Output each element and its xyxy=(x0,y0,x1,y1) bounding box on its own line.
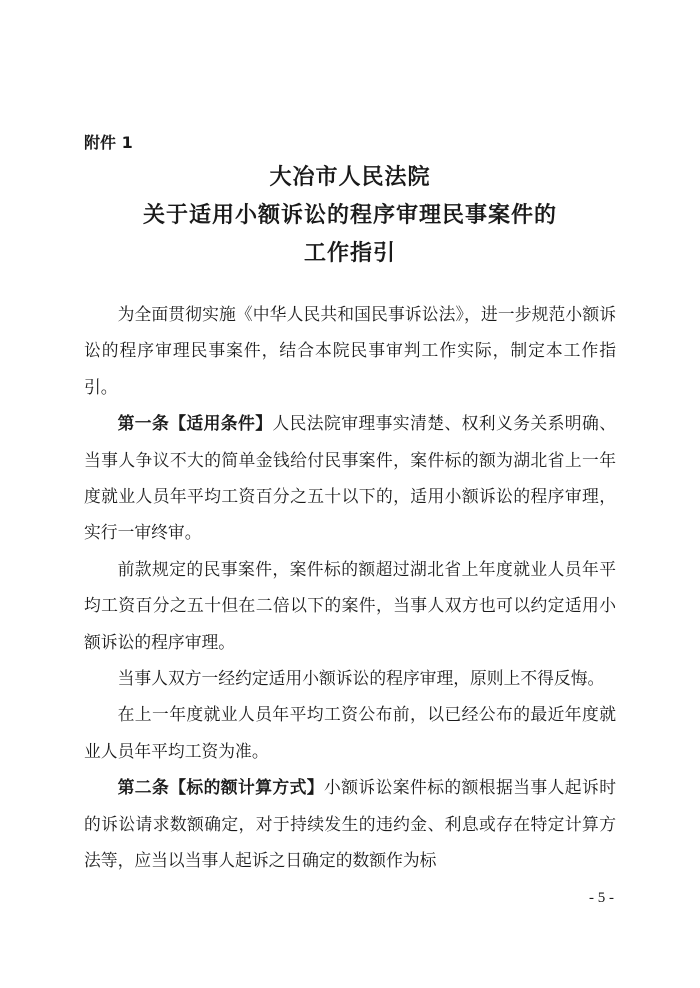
article-2-text: 小额诉讼案件标的额根据当事人起诉时的诉讼请求数额确定，对于持续发生的违约金、利息或存在特定计算方法等，应当以当事人起诉之日确定的数额作为标 xyxy=(84,777,616,871)
article-2-heading: 第二条【标的额计算方式】 xyxy=(117,777,324,798)
document-title-line-3: 工作指引 xyxy=(303,241,396,266)
article-1-heading: 第一条【适用条件】 xyxy=(117,413,273,434)
document-title-line-1: 大冶市人民法院 xyxy=(269,165,431,190)
paragraph-4: 当事人双方一经约定适用小额诉讼的程序审理，原则上不得反悔。 xyxy=(117,668,605,689)
document-body xyxy=(84,296,616,879)
article-1-text: 人民法院审理事实清楚、权利义务关系明确、当事人争议不大的简单金钱给付民事案件，案件标的额为湖北省上一年度就业人员年平均工资百分之五十以下的，适用小额诉讼的程序审理，实行一审终审。 xyxy=(84,413,616,543)
paragraph-article-1 xyxy=(84,405,616,551)
attachment-label: 附件 1 xyxy=(84,133,133,152)
paragraph-5: 在上一年度就业人员年平均工资公布前，以已经公布的最近年度就业人员年平均工资为准。 xyxy=(84,704,616,761)
page-number: - 5 - xyxy=(589,890,614,906)
paragraph-intro: 为全面贯彻实施《中华人民共和国民事诉讼法》，进一步规范小额诉讼的程序审理民事案件，结合本院民事审判工作实际，制定本工作指引。 xyxy=(84,304,616,397)
document-title-line-2: 关于适用小额诉讼的程序审理民事案件的 xyxy=(142,203,557,228)
paragraph-3: 前款规定的民事案件，案件标的额超过湖北省上年度就业人员年平均工资百分之五十但在二倍以下的案件，当事人双方也可以约定适用小额诉讼的程序审理。 xyxy=(84,558,616,652)
paragraph-article-2 xyxy=(84,769,616,878)
